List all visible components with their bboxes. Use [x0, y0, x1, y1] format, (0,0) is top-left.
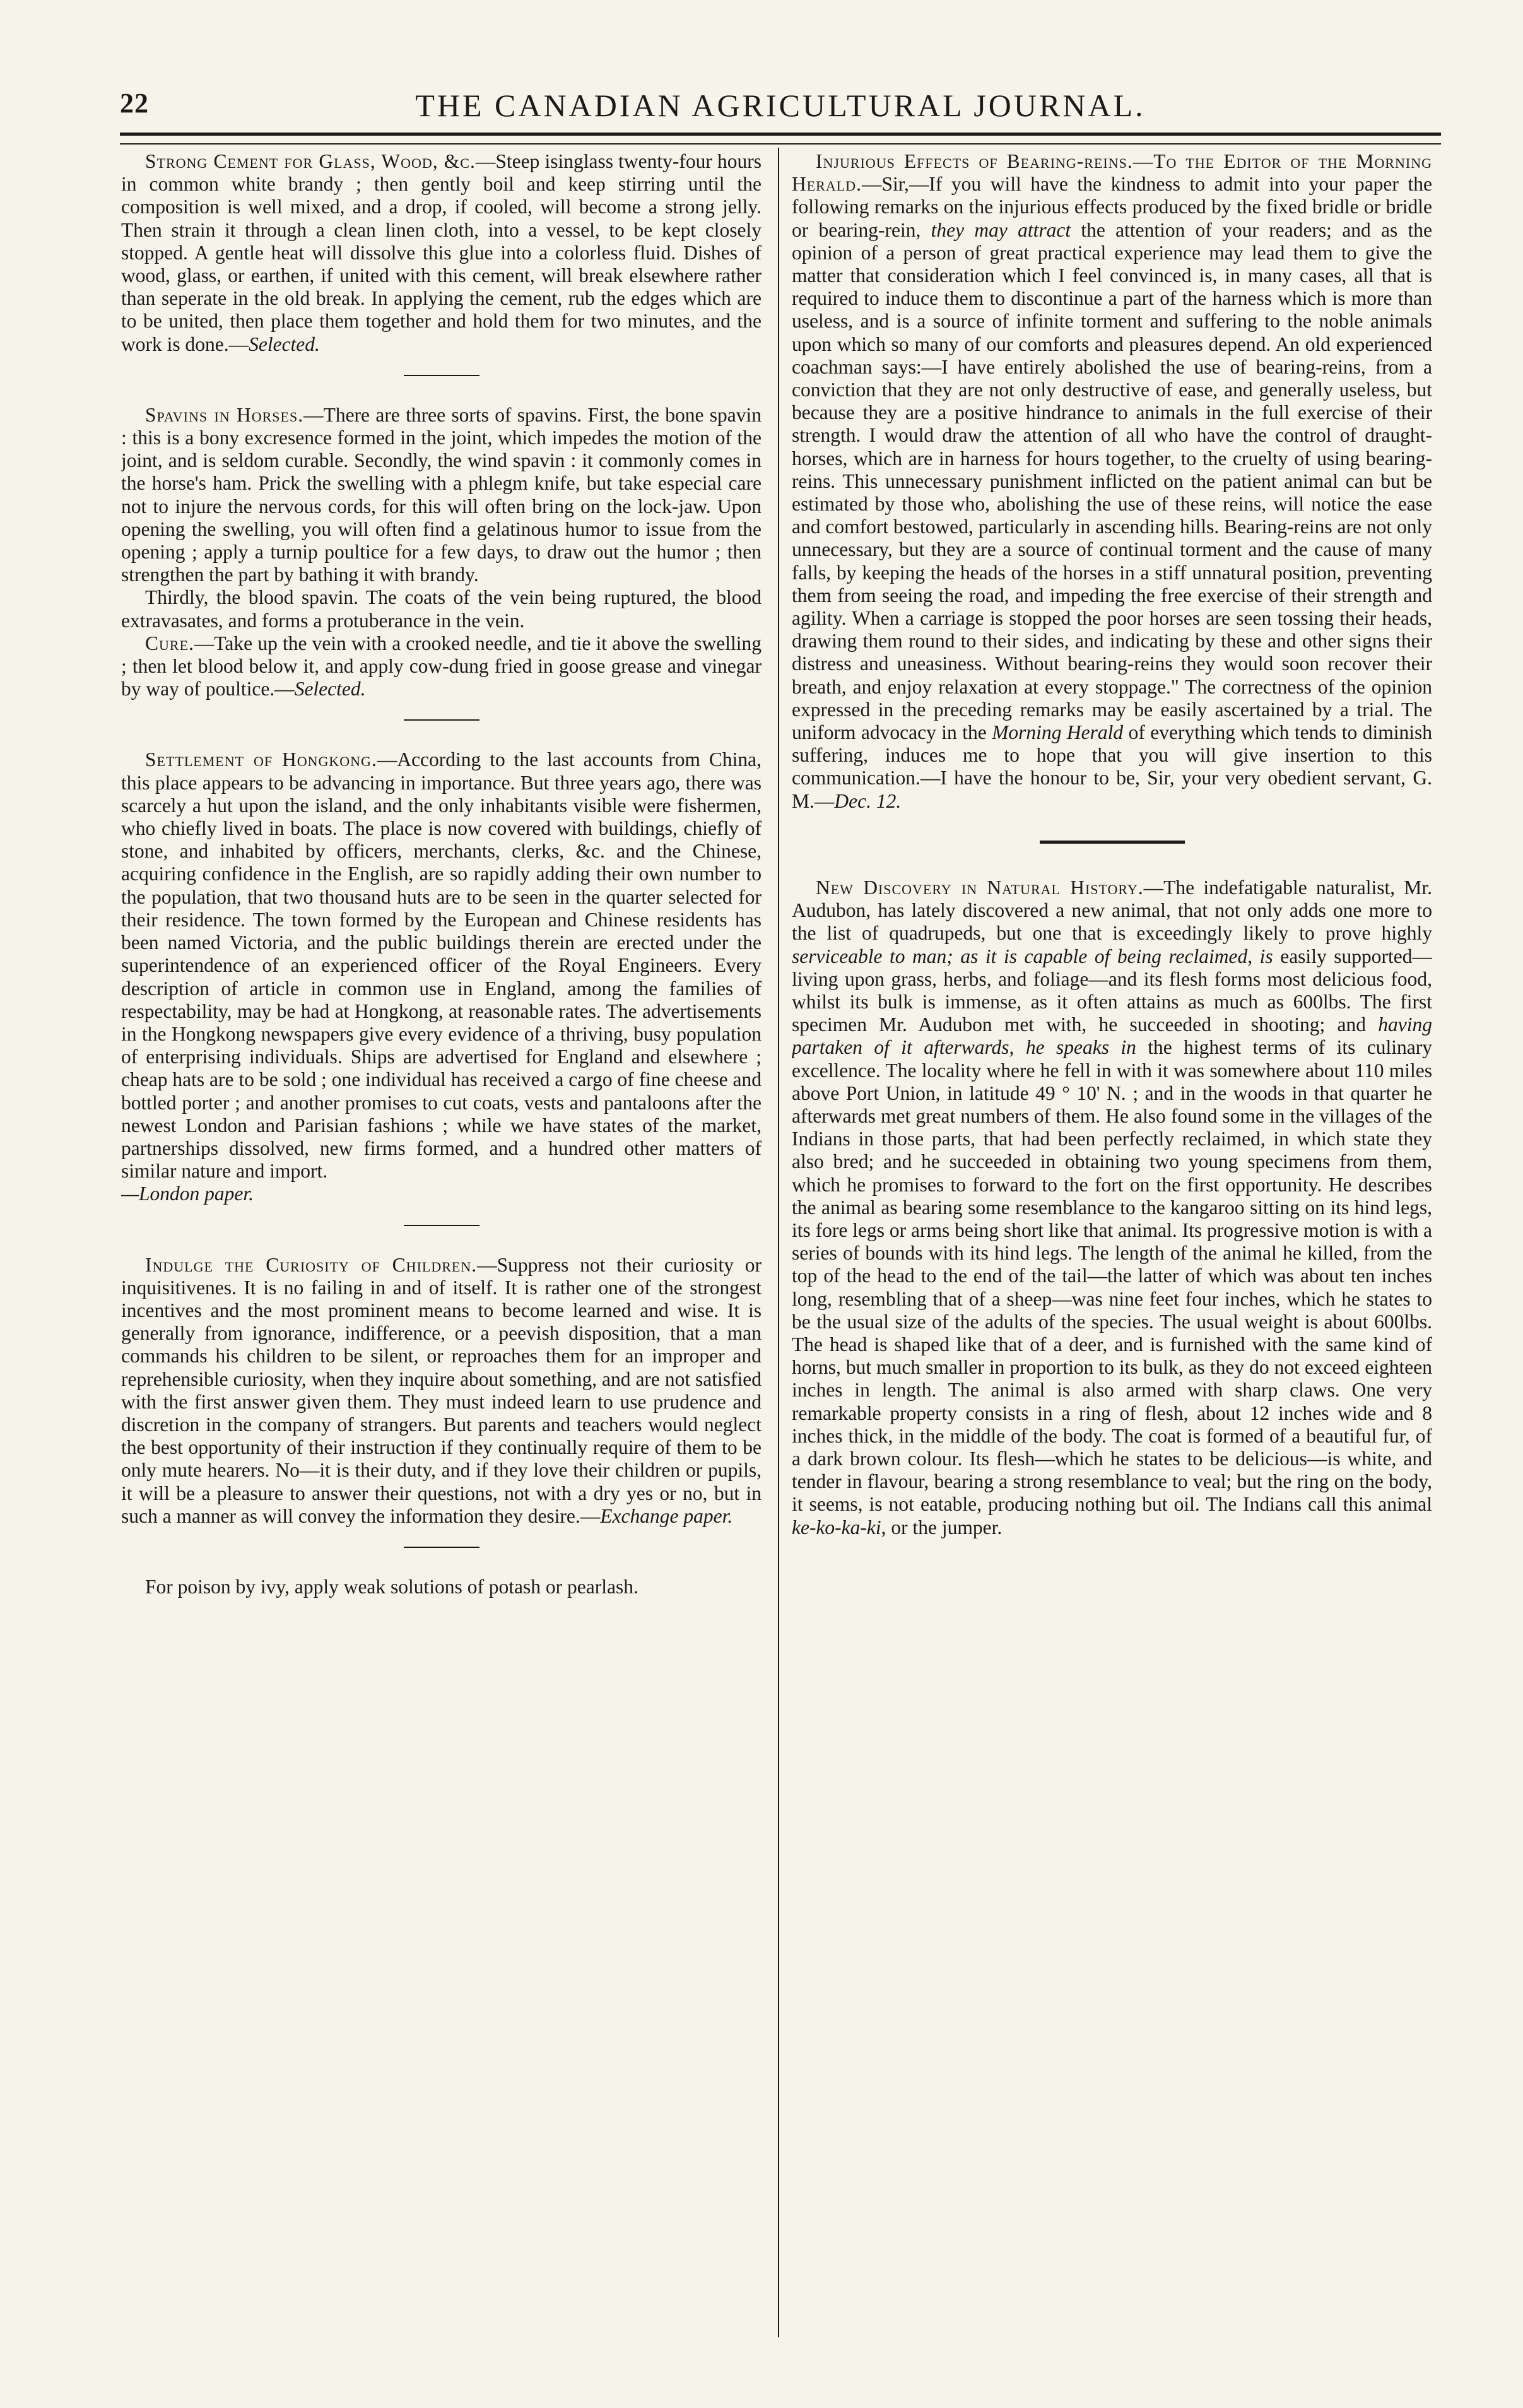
article-body: the highest terms of its culinary excellence. The locality where he fell in with it was somewhere about 110 miles above Port Union, in latitude 49 ° 10' N. ; and in the woods in that quarter he afterwards met great numbers of them. He also found some in the villages of the Indians in those parts, that had been perfectly reclaimed, in which state they also bred; and he succeeded in obtaining two young specimens from them, which he promises to forward to the fort on the first opportunity. He describes the animal as bearing some resemblance to the kangaroo sitting on its hind legs, its fore legs or arms being short like that animal. Its progressive motion is with a series of bounds with its hind legs. The length of the animal he killed, from the top of the head to the end of the tail—the latter of which was about ten inches long, resembling that of a sheep—was nine feet four inches, which he states to be the usual size of the adults of the species. The usual weight is about 600lbs. The head is shaped like that of a deer, and is furnished with the same kind of horns, but much smaller in proportion to its bulk, as they do not exceed eighteen inches in length. The animal is also armed with sharp claws. One very remarkable property consists in a ring of flesh, about 12 inches wide and 8 inches thick, in the middle of the body. The coat is formed of a beautiful fur, of a dark brown colour. Its flesh—which he states to be delicious—is white, and tender in flavour, bearing a strong resemblance to veal; but the ring on the body, it seems, is not eatable, producing nothing but oil. The Indians call this animal — [792, 1036, 1432, 1516]
article-paragraph: For poison by ivy, apply weak solutions of potash or pearlash. — [145, 1575, 638, 1598]
article-source: Selected. — [294, 678, 366, 700]
article-source: —London paper. — [121, 1183, 254, 1205]
article-source-line — [121, 1183, 762, 1205]
article-natural-history — [792, 876, 1432, 1539]
article-body: —The indefatigable naturalist, Mr. Audubon, has lately discovered a new animal, that not only adds one more to the list of quadrupeds, but one that is exceedingly likely to prove highly — [792, 876, 1432, 945]
page-header — [120, 87, 1441, 131]
left-column — [121, 150, 762, 2352]
article-body: —Sir,—If you will have the kindness to admit into your paper the following remarks on the injurious effects produced by the fixed bridle or bridle or bearing-rein, — [792, 173, 1432, 241]
article-paragraph — [121, 404, 762, 587]
article-body: —There are three sorts of spavins. First, the bone spavin : this is a bony excresence formed in the joint, which impedes the motion of the joint, and is seldom curable. Secondly, the wind spavin : it commonly comes in the horse's ham. Prick the swelling with a phlegm knife, but take especial care not to injure the nervous cords, for this will often bring on the lock-jaw. Upon opening the swelling, you will often find a gelatinous humor to issue from the opening ; apply a turnip poultice for a few days, to draw out the humor ; then strengthen the part by bathing it with brandy. — [121, 403, 762, 586]
running-title: THE CANADIAN AGRICULTURAL JOURNAL. — [415, 88, 1146, 123]
header-rule — [120, 133, 1441, 145]
article-headline: Spavins in Horses. — [145, 403, 304, 426]
right-column — [792, 150, 1432, 2352]
article-paragraph — [792, 150, 1432, 813]
article-paragraph: Thirdly, the blood spavin. The coats of the vein being ruptured, the blood extravasates, and forms a protuberance in the vein. — [121, 586, 762, 632]
article-emphasis: serviceable to man; as it is capable of being reclaimed, is — [792, 945, 1273, 967]
cure-label: Cure. — [145, 632, 194, 654]
article-separator — [404, 1225, 479, 1226]
article-body: the attention of your readers; and as the opinion of a person of great practical experience may lead them to give the matter that consideration which I feel convinced is, in many cases, all that is required to induce them to discontinue a part of the harness which is more than useless, and is a source of infinite torment and suffering to the noble animals upon which so many of our comforts and pleasures depend. An old experienced coachman says:—I have entirely abolished the use of bearing-reins, from a conviction that they are not only destructive of ease, and generally useless, but because they are a positive hindrance to animals in the full exercise of their strength. I would draw the attention of all who have the control of draught-horses, which are in harness for hours together, to the cruelty of using bearing-reins. This unnecessary punishment inflicted on the patient animal can but be estimated by those who, abolishing the use of these reins, will notice the ease and comfort bestowed, particularly in ascending hills. Bearing-reins are not only unnecessary, but they are a source of continual torment and the cause of many falls, by keeping the heads of the horses in a stiff unnatural position, preventing them from seeing the road, and impeding the free exercise of their strength and agility. When a carriage is stopped the poor horses are seen tossing their heads, drawing them round to their sides, and indicating by these and other signs their distress and uneasiness. Without bearing-reins they would soon recover their breath, and enjoy relaxation at every stoppage." The correctness of the opinion expressed in the preceding remarks may be easily ascertained by a trial. The uniform advocacy in the — [792, 218, 1432, 744]
article-hongkong — [121, 748, 762, 1205]
article-body: —According to the last accounts from China, this place appears to be advancing in importance. But three years ago, there was scarcely a hut upon the island, and the only inhabitants visible were fishermen, who chiefly lived in boats. The place is now covered with buildings, chiefly of stone, and inhabited by officers, merchants, clerks, &c. and the Chinese, acquiring confidence in the English, are so rapidly adding their own number to the population, that two thousand huts are to be seen in the quarter selected for their residence. The town formed by the European and Chinese residents has been named Victoria, and the public buildings therein are erected under the superintendence of an experienced officer of the Royal Engineers. Every description of article in common use in England, among the families of respectability, may be had at Hongkong, at reasonable rates. The advertisements in the Hongkong newspapers give every evidence of a thriving, busy population of enterprising individuals. Ships are advertised for England and elsewhere ; cheap hats are to be sold ; one individual has received a cargo of fine cheese and bottled porter ; and another promises to cut coats, vests and pantaloons after the newest London and Parisian fashions ; while we have states of the market, partnerships dissolved, new firms formed, and a hundred other matters of similar nature and import. — [121, 748, 762, 1183]
article-body: —Take up the vein with a crooked needle, and tie it above the swelling ; then let blood below it, and apply cow-dung fried in goose grease and vinegar by way of poultice.— — [121, 632, 762, 700]
article-headline: Settlement of Hongkong. — [145, 748, 377, 771]
article-ivy-poison — [121, 1576, 762, 1598]
letter-date: Dec. 12. — [834, 789, 902, 812]
article-source: Exchange paper. — [600, 1504, 733, 1527]
newspaper-name: Morning Herald — [992, 721, 1124, 744]
article-headline: Strong Cement for Glass, Wood, &c. — [145, 150, 476, 172]
article-body: —Suppress not their curiosity or inquisitivenes. It is no failing in and of itself. It is rather one of the strongest incentives and the most prominent means to become learned and wise. It is generally from ignorance, indifference, or a peevish disposition, that a man commands his children to be silent, or reproaches them for an improper and reprehensible curiosity, when they inquire about something, and are not satisfied with the first answer given them. They must indeed learn to use prudence and discretion in the company of strangers. But parents and teachers would neglect the best opportunity of their instruction if they continually require of them to be only mute hearers. No—it is their duty, and if they love their children or pupils, it will be a pleasure to answer their questions, not with a dry yes or no, but in such a manner as will convey the information they desire.— — [121, 1253, 762, 1527]
article-headline: Injurious Effects of Bearing-reins.—To the Editor of the Morning Herald. — [792, 150, 1432, 196]
article-body: easily supported—living upon grass, herbs, and foliage—and its flesh forms most delicious food, whilst its bulk is immense, as it often attains as much as 600lbs. The first specimen Mr. Audubon met with, he succeeded in shooting; and — [792, 945, 1432, 1036]
article-bearing-reins — [792, 150, 1432, 813]
article-paragraph — [792, 876, 1432, 1539]
article-separator — [1040, 841, 1185, 844]
article-separator — [404, 1547, 479, 1548]
page-number: 22 — [120, 88, 149, 119]
article-emphasis: having partaken of it afterwards, he speaks in — [792, 1013, 1432, 1059]
article-spavins — [121, 404, 762, 701]
article-separator — [404, 719, 479, 721]
article-curiosity — [121, 1254, 762, 1528]
article-paragraph — [121, 748, 762, 1183]
article-headline: New Discovery in Natural History. — [816, 876, 1144, 899]
article-paragraph — [121, 1254, 762, 1528]
article-headline: Indulge the Curiosity of Children. — [145, 1253, 478, 1276]
article-paragraph — [121, 150, 762, 356]
animal-name: ke-ko-ka-ki — [792, 1516, 881, 1538]
article-body: , or the jumper. — [881, 1516, 1003, 1538]
article-paragraph — [121, 632, 762, 701]
article-body: of everything which tends to diminish suffering, induces me to hope that you will give insertion to this communication.—I have the honour to be, Sir, your very obedient servant, G. M.— — [792, 721, 1432, 812]
article-separator — [404, 375, 479, 376]
article-strong-cement — [121, 150, 762, 356]
article-emphasis: they may attract — [931, 218, 1071, 241]
article-body: —Steep isinglass twenty-four hours in common white brandy ; then gently boil and keep stirring until the composition is well mixed, and a drop, if cooled, will become a strong jelly. Then strain it through a clean linen cloth, into a vessel, to be kept closely stopped. A gentle heat will dissolve this glue into a colorless fluid. Dishes of wood, glass, or earthen, if united with this cement, will break elsewhere rather than seperate in the old break. In applying the cement, rub the edges which are to be united, then place them together and hold them for two minutes, and the work is done.— — [121, 150, 762, 355]
article-source: Selected. — [249, 333, 320, 355]
column-divider — [778, 148, 779, 2337]
